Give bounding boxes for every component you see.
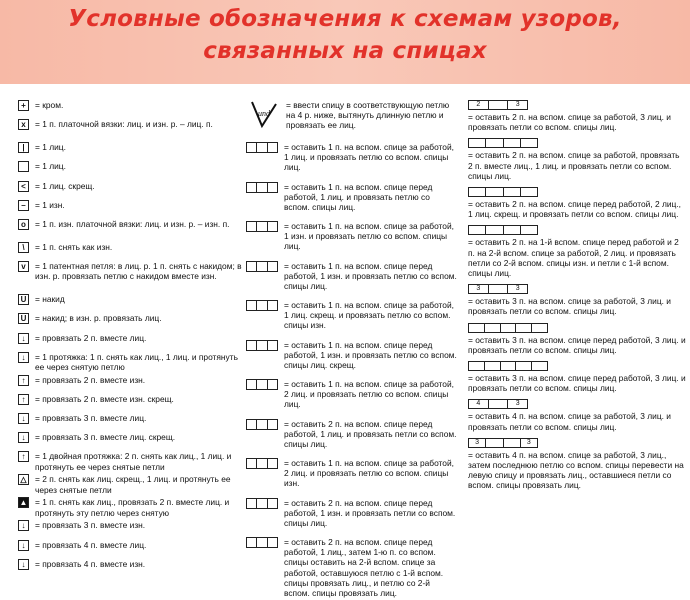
cable-symbol-icon (468, 361, 548, 371)
und-needle-icon (246, 100, 282, 130)
legend-item (18, 474, 246, 497)
stitch-symbol-icon: ▲ (19, 498, 28, 508)
legend-text: = провязать 3 п. вместе лиц. скрещ. (35, 432, 176, 443)
legend-item (18, 413, 246, 432)
legend-text: = оставить 2 п. на вспом. спице перед работой, 1 изн. и провязать петли со вспом. спицы лиц. (284, 497, 456, 528)
legend-item (18, 497, 246, 520)
legend-item (246, 261, 458, 301)
legend-text: = оставить 1 п. на вспом. спице за работой, 1 изн. и провязать петлю со вспом. спицы лиц. (284, 221, 454, 252)
legend-text: = оставить 2 п. на вспом. спице перед работой, 1 лиц., затем 1-ю п. со вспом. спицы оставить на 2-й вспом. спице за работой, оставшуюся петлю с 1-й вспом. спицы провязать лиц., и петлю со 2-й вспом. спицы провязать лиц. (284, 537, 444, 599)
cable-symbol-icon: 4 3 (468, 399, 528, 409)
stitch-symbol-icon: U (18, 294, 29, 305)
legend-text: = оставить 3 п. на вспом. спице перед работой, 3 лиц. и провязать петли со вспом. спицы лиц. (468, 373, 686, 394)
legend-item (18, 394, 246, 413)
cable-symbol-icon (246, 419, 278, 430)
legend-item (468, 138, 686, 181)
stitch-symbol-icon: U (18, 313, 29, 324)
cable-symbol-icon (246, 300, 278, 311)
legend-text: = оставить 2 п. на 1-й вспом. спице перед работой и 2 п. на 2-й вспом. спице за работой, 2 лиц. и провязать петли со 2-й вспом. спицы изн. и петли с 1-й вспом. спицы лиц. (468, 237, 679, 279)
legend-item (18, 261, 246, 294)
legend-text: = оставить 3 п. на вспом. спице перед работой, 3 лиц. и провязать петли со вспом. спицы лиц. (468, 334, 686, 355)
legend-text: = накид; в изн. р. провязать лиц. (35, 313, 162, 324)
legend-text: = провязать 3 п. вместе изн. (35, 520, 146, 531)
legend-text: = провязать 4 п. вместе лиц. (35, 539, 147, 550)
legend-item (468, 225, 686, 278)
legend-column-2 (246, 100, 458, 599)
cable-symbol-icon: 2 3 (468, 100, 528, 110)
legend-text: = провязать 3 п. вместе лиц. (35, 413, 147, 424)
header-banner (0, 0, 690, 84)
stitch-symbol-icon: v (18, 261, 29, 272)
legend-text: = провязать 2 п. вместе изн. (35, 374, 146, 385)
stitch-symbol-icon: | (18, 142, 29, 153)
legend-item (18, 161, 246, 180)
cable-symbol-icon: 3 3 (468, 284, 528, 294)
legend-item (246, 340, 458, 380)
legend-item (246, 498, 458, 538)
legend-text: = 1 лиц. (35, 161, 66, 172)
legend-text: = 1 двойная протяжка: 2 п. снять как лиц., 1 лиц. и протянуть ее через снятые петли (35, 451, 232, 472)
legend-column-1 (18, 100, 246, 578)
legend-text: = 1 лиц. скрещ. (35, 180, 95, 191)
legend-text: = кром. (35, 100, 64, 110)
cable-symbol-icon (468, 323, 548, 333)
legend-text: = провязать 2 п. вместе изн. скрещ. (35, 393, 174, 404)
legend-text: = оставить 2 п. на вспом. спице за работой, 3 лиц. и провязать петли со вспом. спицы лиц. (468, 112, 671, 133)
legend-item (18, 559, 246, 578)
legend-item (18, 520, 246, 539)
cable-symbol-icon (468, 187, 538, 197)
legend-text: = провязать 2 п. вместе лиц. (35, 332, 147, 343)
cable-symbol-icon (246, 458, 278, 469)
stitch-symbol-icon: + (18, 100, 29, 111)
cable-symbol-icon (246, 498, 278, 509)
cable-symbol-icon: 3 3 (468, 438, 538, 448)
legend-text: = оставить 1 п. на вспом. спице за работой, 1 лиц. скрещ. и провязать петлю со вспом. спицы изн. (284, 300, 454, 331)
legend-item (18, 119, 246, 142)
stitch-symbol-icon: ↓ (18, 540, 29, 551)
legend-item (18, 333, 246, 352)
page-title-line1: Условные обозначения к схемам узоров, (68, 6, 622, 32)
legend-item (18, 352, 246, 375)
legend-item (18, 181, 246, 200)
cable-symbol-icon (246, 182, 278, 193)
legend-text: = накид (35, 294, 65, 305)
stitch-symbol-icon: – (18, 200, 29, 211)
stitch-symbol-icon: ↓ (18, 333, 29, 344)
legend-item (246, 537, 458, 599)
legend-text: = оставить 1 п. на вспом. спице за работой, 1 лиц. и провязать петлю со вспом. спицы лиц. (284, 142, 454, 173)
legend-text: = оставить 1 п. на вспом. спице перед работой, 1 изн. и провязать петлю со вспом. спицы лиц. (284, 260, 457, 291)
legend-text: = 1 патентная петля: в лиц. р. 1 п. снять с накидом; в изн. р. провязать петлю с накидом вместе изн. (35, 261, 242, 282)
cable-symbol-icon (246, 142, 278, 153)
legend-item (246, 182, 458, 222)
legend-text: = оставить 2 п. на вспом. спице за работой, провязать 2 п. вместе лиц., 1 лиц. и провязать петли со вспом. спицы лиц. (468, 150, 680, 181)
legend-text: = 1 п. снять как лиц., провязать 2 п. вместе лиц. и протянуть эту петлю через снятую (35, 497, 230, 518)
stitch-symbol-icon: ↑ (18, 375, 29, 386)
legend-item (468, 100, 686, 132)
legend-item (18, 432, 246, 451)
legend-item (246, 419, 458, 459)
stitch-symbol-icon: ↓ (18, 432, 29, 443)
legend-text: = ввести спицу в соответствующую петлю на 4 р. ниже, вытянуть длинную петлю и провязать ее лиц. (286, 100, 450, 131)
legend-text: = оставить 1 п. на вспом. спице перед работой, 1 лиц. и провязать петлю со вспом. спицы лиц. (284, 181, 433, 212)
legend-item (18, 242, 246, 261)
stitch-symbol-icon: ↑ (18, 451, 29, 462)
cable-symbol-icon (468, 225, 538, 235)
page-title-line2: связанных на спицах (203, 38, 487, 64)
legend-item (18, 100, 246, 119)
legend-item (18, 451, 246, 474)
stitch-symbol-icon (18, 161, 29, 172)
legend-text: = 1 п. платочной вязки: лиц. и изн. р. – лиц. п. (35, 119, 213, 130)
legend-text: = 1 изн. (35, 199, 65, 210)
cable-symbol-icon (246, 379, 278, 390)
legend-text: = оставить 4 п. на вспом. спице за работой, 3 лиц., затем последнюю петлю со вспом. спицы перевести на левую спицу и провязать лиц., оставшиеся петли со вспом. спицы провязать лиц. (468, 449, 684, 491)
stitch-symbol-icon: o (18, 219, 29, 230)
legend-item (468, 323, 686, 355)
legend-text: = оставить 1 п. на вспом. спице за работой, 2 лиц. и провязать петлю со вспом. спицы лиц. (284, 379, 454, 410)
stitch-symbol-icon: ↓ (18, 352, 29, 363)
stitch-symbol-icon: ↑ (18, 394, 29, 405)
legend-item (18, 219, 246, 242)
legend-text: = оставить 2 п. на вспом. спице перед работой, 2 лиц., 1 лиц. скрещ. и провязать петли со вспом. спицы лиц. (468, 199, 681, 220)
cable-symbol-icon (246, 537, 278, 548)
legend-text: = оставить 1 п. на вспом. спице за работой, 2 лиц. и провязать петлю со вспом. спицы изн. (284, 458, 454, 489)
legend-text: = 1 протяжка: 1 п. снять как лиц., 1 лиц. и протянуть ее через снятую петлю (35, 351, 238, 372)
legend-column-3 (468, 100, 686, 497)
legend-text: = оставить 1 п. на вспом. спице перед работой, 1 изн. и провязать петлю со вспом. спицы лиц. скрещ. (284, 339, 457, 370)
legend-item (18, 142, 246, 161)
legend-item (468, 438, 686, 491)
legend-item (246, 379, 458, 419)
legend-item (18, 375, 246, 394)
legend-item (18, 313, 246, 332)
legend-item (246, 100, 458, 142)
legend-text: = оставить 4 п. на вспом. спице за работой, 3 лиц. и провязать петли со вспом. спицы лиц. (468, 411, 671, 432)
stitch-symbol-icon: x (18, 119, 29, 130)
legend-item (468, 187, 686, 219)
legend-text: = 1 лиц. (35, 142, 66, 153)
cable-symbol-icon (246, 221, 278, 232)
svg-text:und: und (258, 109, 270, 118)
legend-text: = 2 п. снять как лиц. скрещ., 1 лиц. и протянуть ее через снятые петли (35, 474, 231, 495)
legend-item (246, 221, 458, 261)
cable-symbol-icon (468, 138, 538, 148)
legend-item (18, 200, 246, 219)
legend-text: = провязать 4 п. вместе изн. (35, 558, 146, 569)
stitch-symbol-icon: ↓ (18, 413, 29, 424)
legend-text: = 1 п. изн. платочной вязки: лиц. и изн. р. – изн. п. (35, 218, 230, 229)
legend-item (468, 399, 686, 431)
legend-item (468, 361, 686, 393)
legend-text: = 1 п. снять как изн. (35, 241, 113, 252)
stitch-symbol-icon: △ (18, 474, 29, 485)
legend-item (246, 458, 458, 498)
legend-item (246, 300, 458, 340)
stitch-symbol-icon: ↓ (18, 520, 29, 531)
stitch-symbol-icon: ↓ (18, 559, 29, 570)
legend-text: = оставить 3 п. на вспом. спице за работой, 3 лиц. и провязать петли со вспом. спицы лиц. (468, 296, 671, 317)
legend-item (18, 540, 246, 559)
stitch-symbol-icon: < (18, 181, 29, 192)
legend-text: = оставить 2 п. на вспом. спице перед работой, 1 лиц. и провязать петли со вспом. спицы лиц. (284, 418, 457, 449)
legend-item (18, 294, 246, 313)
legend-item (246, 142, 458, 182)
cable-symbol-icon (246, 340, 278, 351)
stitch-symbol-icon: \ (18, 242, 29, 253)
legend-item (468, 284, 686, 316)
cable-symbol-icon (246, 261, 278, 272)
